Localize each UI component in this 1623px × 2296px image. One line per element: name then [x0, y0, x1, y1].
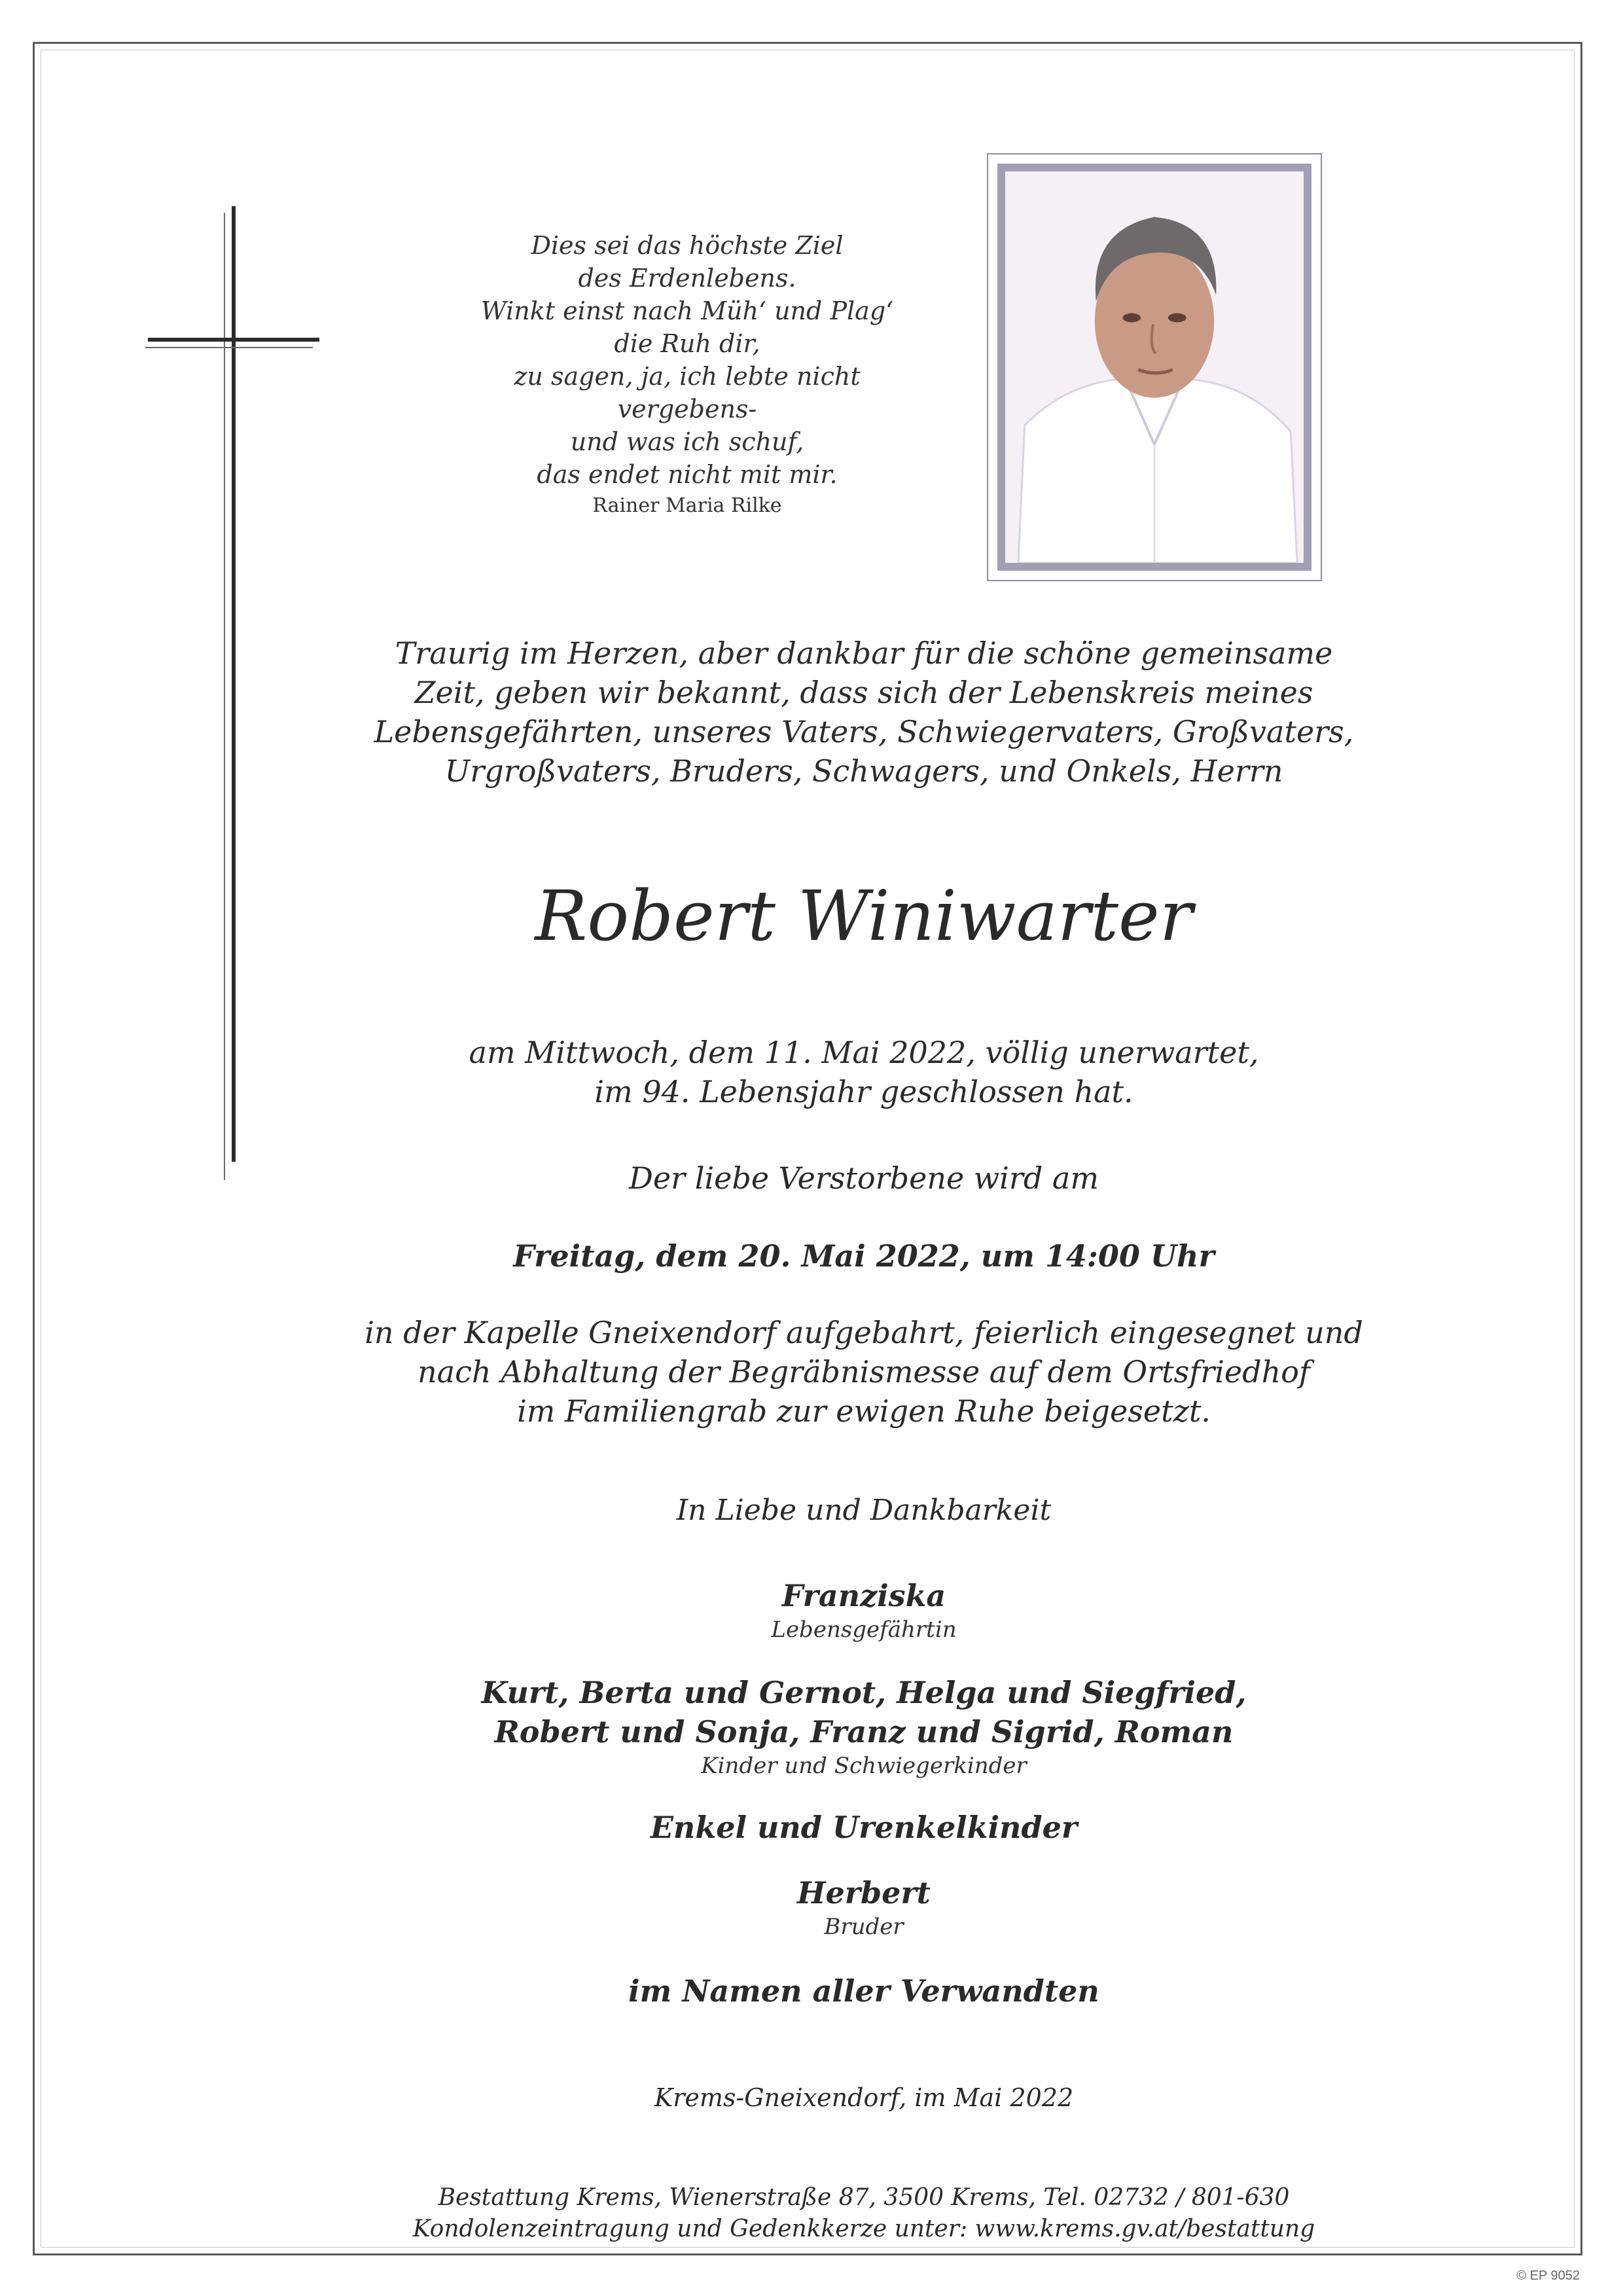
intro-line: Lebensgefährten, unseres Vaters, Schwiegervaters, Großvaters, [374, 714, 1354, 749]
cross-horizontal [148, 338, 319, 342]
location-text [275, 1313, 1453, 1431]
signatory-name: Herbert [797, 1875, 931, 1910]
death-text [275, 1033, 1453, 1111]
intro-line: Traurig im Herzen, aber dankbar für die schöne gemeinsame [395, 636, 1333, 671]
poem-line: und was ich schuf, [570, 427, 804, 456]
document-code: © EP 9052 [1516, 2269, 1580, 2283]
signatory-name: Robert und Sonja, Franz und Sigrid, Roman [494, 1714, 1234, 1749]
location-line: im Familiengrab zur ewigen Ruhe beigesetzt. [517, 1393, 1211, 1429]
signatory-group [275, 1873, 1453, 1941]
portrait-frame [987, 153, 1322, 581]
funeral-datetime: Freitag, dem 20. Mai 2022, um 14:00 Uhr [513, 1238, 1215, 1274]
announcement-text: Der liebe Verstorbene wird am [629, 1160, 1099, 1196]
signatory-name: Enkel und Urenkelkinder [650, 1810, 1078, 1845]
signatory-name: im Namen aller Verwandten [628, 1973, 1099, 2009]
portrait-image [1005, 171, 1304, 563]
poem-author: Rainer Maria Rilke [592, 494, 782, 517]
portrait-photo [997, 164, 1311, 571]
deceased-name: Robert Winiwarter [535, 876, 1193, 956]
poem-line: des Erdenlebens. [578, 264, 796, 293]
cross-horizontal-shadow [145, 347, 313, 348]
death-line: am Mittwoch, dem 11. Mai 2022, völlig unerwartet, [469, 1035, 1259, 1070]
signatory-role: Lebensgefährtin [771, 1617, 957, 1643]
signatory-group [275, 1576, 1453, 1644]
poem-line: vergebens- [617, 395, 757, 423]
location-line: in der Kapelle Gneixendorf aufgebahrt, feierlich eingesegnet und [365, 1315, 1363, 1350]
poem-line: Winkt einst nach Müh‘ und Plag‘ [480, 296, 894, 325]
footer-line: Kondolenzeintragung und Gedenkkerze unter: www.krems.gv.at/bestattung [412, 2215, 1315, 2242]
poem-line: zu sagen, ja, ich lebte nicht [514, 362, 861, 391]
poem-line: die Ruh dir, [614, 329, 760, 358]
footer [275, 2182, 1453, 2245]
intro-line: Zeit, geben wir bekannt, dass sich der Lebenskreis meines [414, 675, 1313, 710]
poem [458, 229, 916, 521]
signatory-role: Bruder [824, 1914, 904, 1940]
signatory-name: Kurt, Berta und Gernot, Helga und Siegfried, [481, 1675, 1247, 1710]
signatory-group [275, 1808, 1453, 1847]
poem-line: das endet nicht mit mir. [537, 460, 838, 489]
location-line: nach Abhaltung der Begräbnismesse auf dem Ortsfriedhof [418, 1354, 1310, 1390]
death-line: im 94. Lebensjahr geschlossen hat. [594, 1074, 1133, 1109]
cross-vertical-shadow [224, 213, 225, 1180]
signatory-name: Franziska [781, 1578, 946, 1613]
cross-vertical [232, 206, 236, 1162]
closing-text: In Liebe und Dankbarkeit [676, 1494, 1052, 1527]
place-date: Krems-Gneixendorf, im Mai 2022 [654, 2083, 1074, 2112]
signatory-group [275, 1673, 1453, 1780]
poem-line: Dies sei das höchste Ziel [531, 231, 844, 260]
intro-line: Urgroßvaters, Bruders, Schwagers, und Onkels, Herrn [444, 753, 1283, 789]
intro-text [275, 634, 1453, 791]
signatory-group [275, 1971, 1453, 2011]
footer-line: Bestattung Krems, Wienerstraße 87, 3500 Krems, Tel. 02732 / 801-630 [438, 2184, 1290, 2211]
signatory-role: Kinder und Schwiegerkinder [701, 1753, 1027, 1779]
